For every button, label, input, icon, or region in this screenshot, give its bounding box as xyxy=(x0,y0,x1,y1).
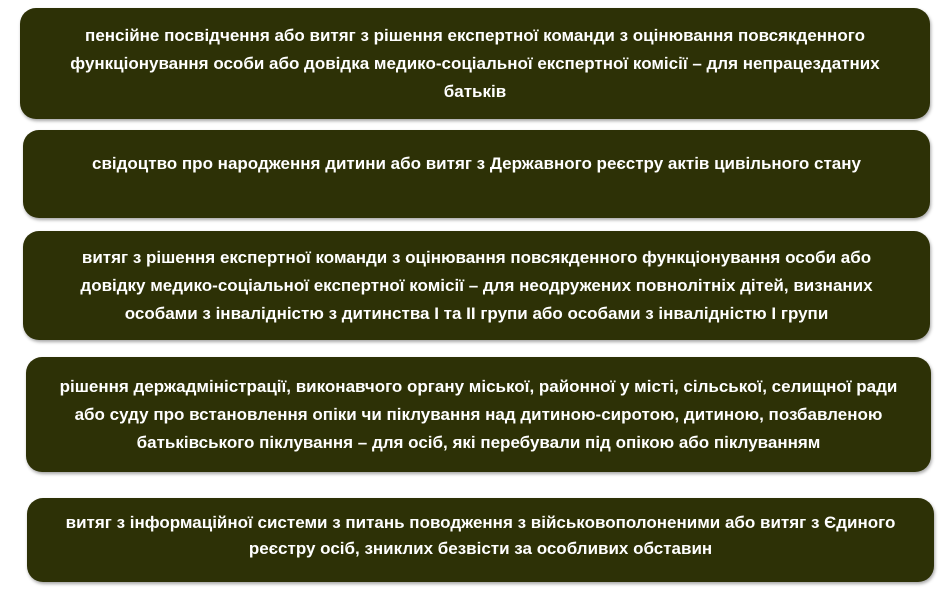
document-box-pow-registry-extract xyxy=(27,498,934,582)
document-box-text: рішення держадміністрації, виконавчого органу міської, районної у місті, сільської, селищної ради або суду про встановлення опіки чи піклування над дитиною-сиротою, дитиною, позбавленою батьківського піклування – для осіб, які перебували під опікою або піклуванням xyxy=(59,376,898,452)
document-box-birth-certificate xyxy=(23,130,930,218)
document-box-pension-certificate xyxy=(20,8,930,119)
document-box-text: пенсійне посвідчення або витяг з рішення експертної команди з оцінювання повсякденного функціонування особи або довідка медико-соціальної експертної комісії – для непрацездатних батьків xyxy=(70,25,880,101)
document-box-guardianship-decision xyxy=(26,357,931,472)
document-box-text: свідоцтво про народження дитини або витяг з Державного реєстру актів цивільного стану xyxy=(92,154,861,173)
document-box-text: витяг з інформаційної системи з питань поводження з військовополоненими або витяг з Єдиного реєстру осіб, зниклих безвісти за особливих обставин xyxy=(65,513,896,558)
document-box-text: витяг з рішення експертної команди з оцінювання повсякденного функціонування особи або довідку медико-соціальної експертної комісії – для неодружених повнолітніх дітей, визнаних особами з інвалідністю з дитинства І та ІІ групи або особами з інвалідністю І групи xyxy=(80,247,873,323)
document-box-disability-extract xyxy=(23,231,930,340)
